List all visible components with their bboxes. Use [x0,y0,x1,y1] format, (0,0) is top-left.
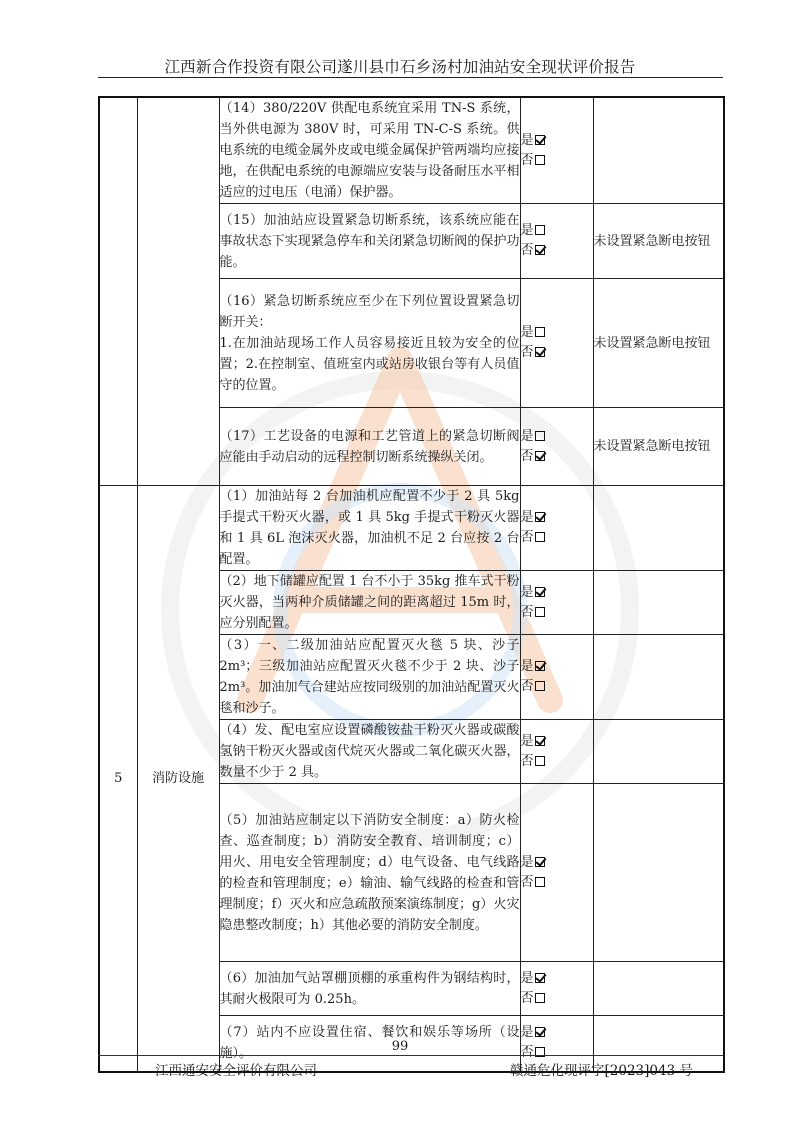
header-divider [98,77,723,78]
remark-cell: 未设置紧急断电按钮 [593,279,724,408]
checkbox-empty-icon [535,532,545,542]
footer-company: 江西通安安全评价有限公司 [155,1063,317,1079]
requirement-text: （5）加油站应制定以下消防安全制度：a）防火检查、巡查制度；b）消防安全教育、培训制度；c）用火、用电安全管理制度；d）电气设备、电气线路的检查和管理制度；e）输油、输气线路的检查和管理制度；f）灭火和应急疏散预案演练制度；g）火灾隐患整改制度；h）其他必要的消防安全制度。 [219,784,520,962]
requirement-text: （2）地下储罐应配置 1 台不小于 35kg 推车式干粉灭火器，当两种介质储罐之间的距离超过 15m 时，应分别配置。 [219,571,520,635]
check-cell: 是 否 [520,408,593,486]
remark-cell [593,962,724,1016]
evaluation-table [98,96,725,1073]
checkbox-checked-icon [535,857,545,867]
checkbox-checked-icon [535,1027,545,1037]
remark-cell: 未设置紧急断电按钮 [593,204,724,279]
requirement-text: （6）加油加气站罩棚顶棚的承重构件为钢结构时，其耐火极限可为 0.25h。 [219,962,520,1016]
page-number: 99 [391,1039,409,1054]
checkbox-empty-icon [535,225,545,235]
requirement-text: （4）发、配电室应设置磷酸铵盐干粉灭火器或碳酸氢钠干粉灭火器或卤代烷灭火器或二氧化碳灭火器，数量不少于 2 具。 [219,720,520,784]
checkbox-empty-icon [535,607,545,617]
check-cell: 是 否 [520,571,593,635]
footer-doc-number: 赣通危化现评字[2023]043 号 [510,1063,693,1079]
check-cell: 是 否 [520,635,593,720]
checkbox-checked-icon [535,245,545,255]
remark-cell: 未设置紧急断电按钮 [593,408,724,486]
remark-cell [593,571,724,635]
row-number-cell [99,97,137,486]
checkbox-checked-icon [535,512,545,522]
remark-cell [593,635,724,720]
requirement-text: （1）加油站每 2 台加油机应配置不少于 2 具 5kg 手提式干粉灭火器，或 1 具 5kg 手提式干粉灭火器和 1 具 6L 泡沫灭火器，加油机不足 2 台应按 2 台配置。 [219,486,520,571]
requirement-text: （7）站内不应设置住宿、餐饮和娱乐等场所（设施）。 [219,1016,520,1072]
checkbox-empty-icon [535,155,545,165]
requirement-text: （16）紧急切断系统应至少在下列位置设置紧急切断开关： 1.在加油站现场工作人员容易接近且较为安全的位置；2.在控制室、值班室内或站房收银台等有人员值守的位置。 [219,279,520,408]
remark-cell [593,486,724,571]
checkbox-empty-icon [535,327,545,337]
checkbox-empty-icon [535,756,545,766]
requirement-text: （15）加油站应设置紧急切断系统，该系统应能在事故状态下实现紧急停车和关闭紧急切断阀的保护功能。 [219,204,520,279]
check-cell: 是 否 [520,1016,593,1072]
table-row [99,97,724,204]
checkbox-checked-icon [535,736,545,746]
page-header-title: 江西新合作投资有限公司遂川县巾石乡汤村加油站安全现状评价报告 [164,58,636,76]
check-cell: 是 否 [520,204,593,279]
footer-divider [98,1055,723,1056]
item-cell: 消防设施 [137,486,219,1072]
check-cell: 是 否 [520,97,593,204]
checkbox-empty-icon [535,431,545,441]
checkbox-empty-icon [535,877,545,887]
checkbox-checked-icon [535,661,545,671]
requirement-text: （17）工艺设备的电源和工艺管道上的紧急切断阀应能由手动启动的远程控制切断系统操纵关闭。 [219,408,520,486]
check-cell: 是 否 [520,279,593,408]
check-cell: 是 否 [520,720,593,784]
requirement-text: （14）380/220V 供配电系统宜采用 TN-S 系统，当外供电源为 380V 时，可采用 TN-C-S 系统。供电系统的电缆金属外皮或电缆金属保护管两端均应接地，在供配电系统的电源端应安装与设备耐压水平相适应的过电压（电涌）保护器。 [219,97,520,204]
check-cell: 是 否 [520,486,593,571]
checkbox-checked-icon [535,451,545,461]
checkbox-checked-icon [535,973,545,983]
remark-cell [593,97,724,204]
requirement-text: （3）一、二级加油站应配置灭火毯 5 块、沙子 2m³；三级加油站应配置灭火毯不少于 2 块、沙子 2m³。加油加气合建站应按同级别的加油站配置灭火毯和沙子。 [219,635,520,720]
checkbox-checked-icon [535,587,545,597]
check-cell: 是 否 [520,962,593,1016]
table-row [99,486,724,571]
remark-cell [593,720,724,784]
checkbox-checked-icon [535,347,545,357]
checkbox-empty-icon [535,993,545,1003]
check-cell: 是 否 [520,784,593,962]
item-cell [137,97,219,486]
row-number-cell: 5 [99,486,137,1072]
checkbox-empty-icon [535,681,545,691]
remark-cell [593,784,724,962]
checkbox-checked-icon [535,135,545,145]
